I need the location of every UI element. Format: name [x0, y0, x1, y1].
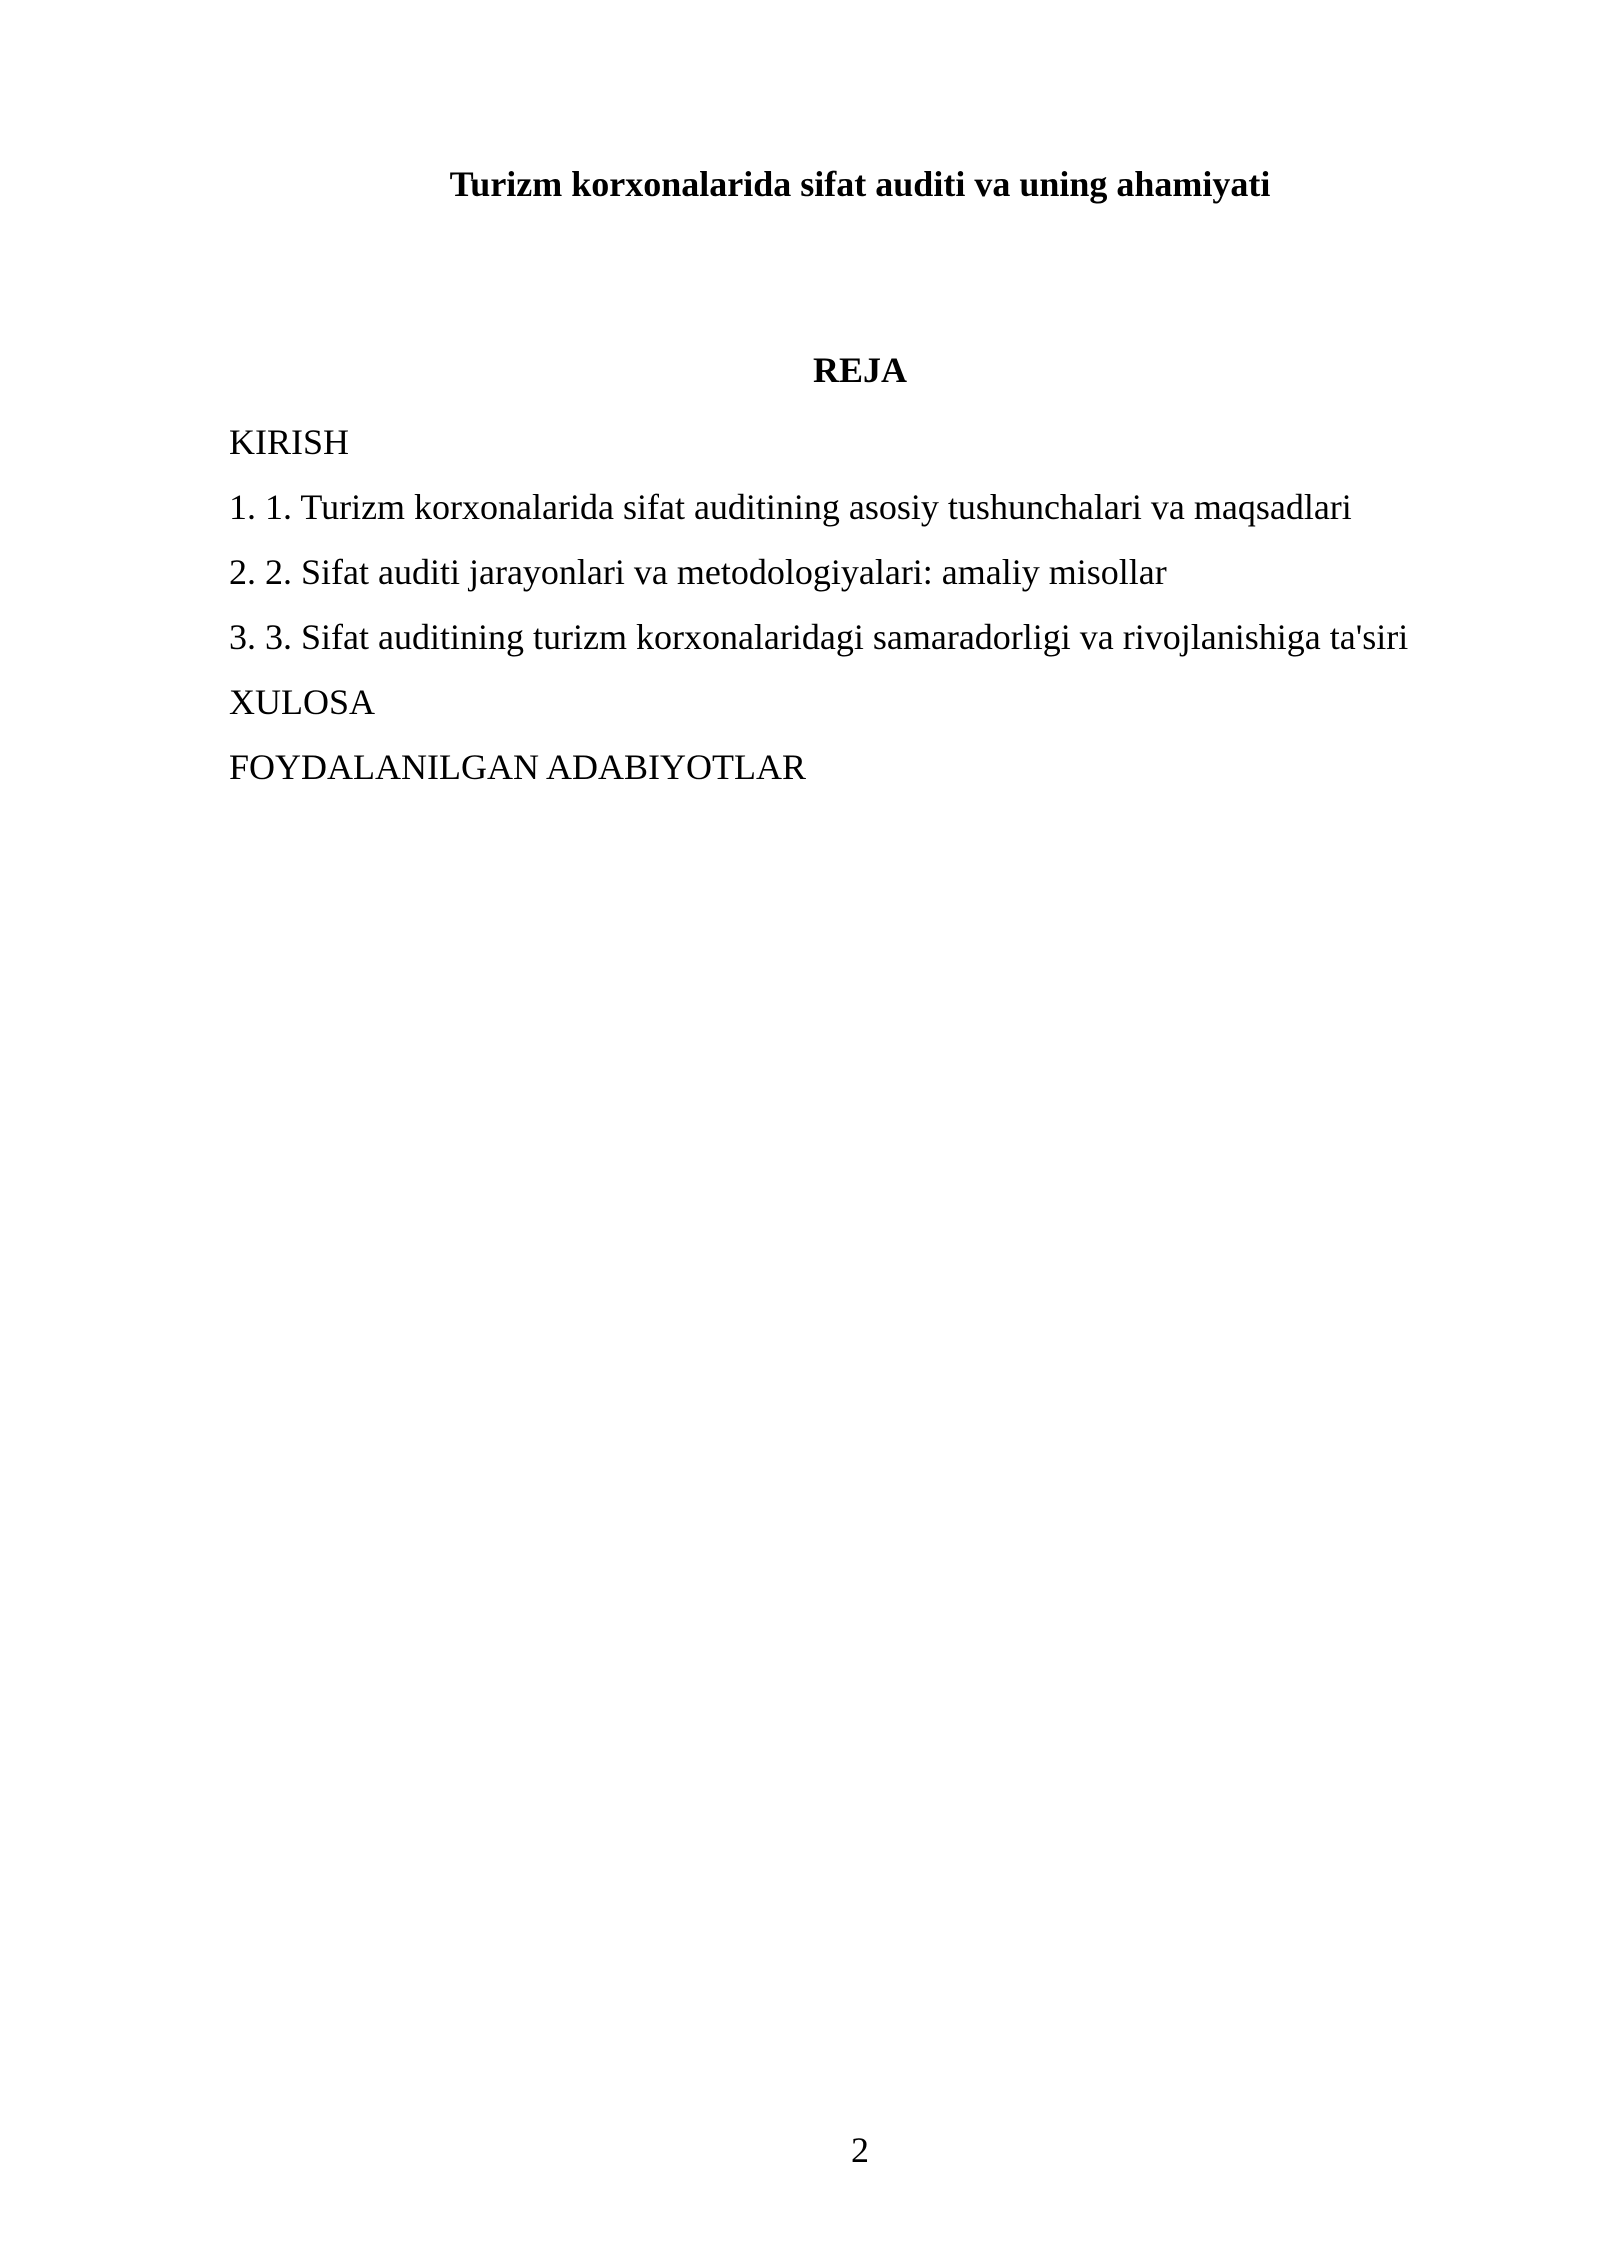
plan-item-chapter-1: 1. 1. Turizm korxonalarida sifat auditining asosiy tushunchalari va maqsadlari	[229, 487, 1352, 527]
document-title: Turizm korxonalarida sifat auditi va uning ahamiyati	[449, 164, 1271, 204]
plan-item-introduction: KIRISH	[229, 422, 350, 462]
plan-item-chapter-2: 2. 2. Sifat auditi jarayonlari va metodologiyalari: amaliy misollar	[229, 552, 1167, 592]
plan-item-conclusion: XULOSA	[229, 682, 376, 722]
plan-item-chapter-3: 3. 3. Sifat auditining turizm korxonalaridagi samaradorligi va rivojlanishiga ta'siri	[229, 617, 1409, 657]
page-number: 2	[851, 2130, 869, 2170]
plan-heading: REJA	[812, 350, 907, 390]
plan-item-references: FOYDALANILGAN ADABIYOTLAR	[229, 747, 806, 787]
plan-list	[229, 418, 1529, 808]
